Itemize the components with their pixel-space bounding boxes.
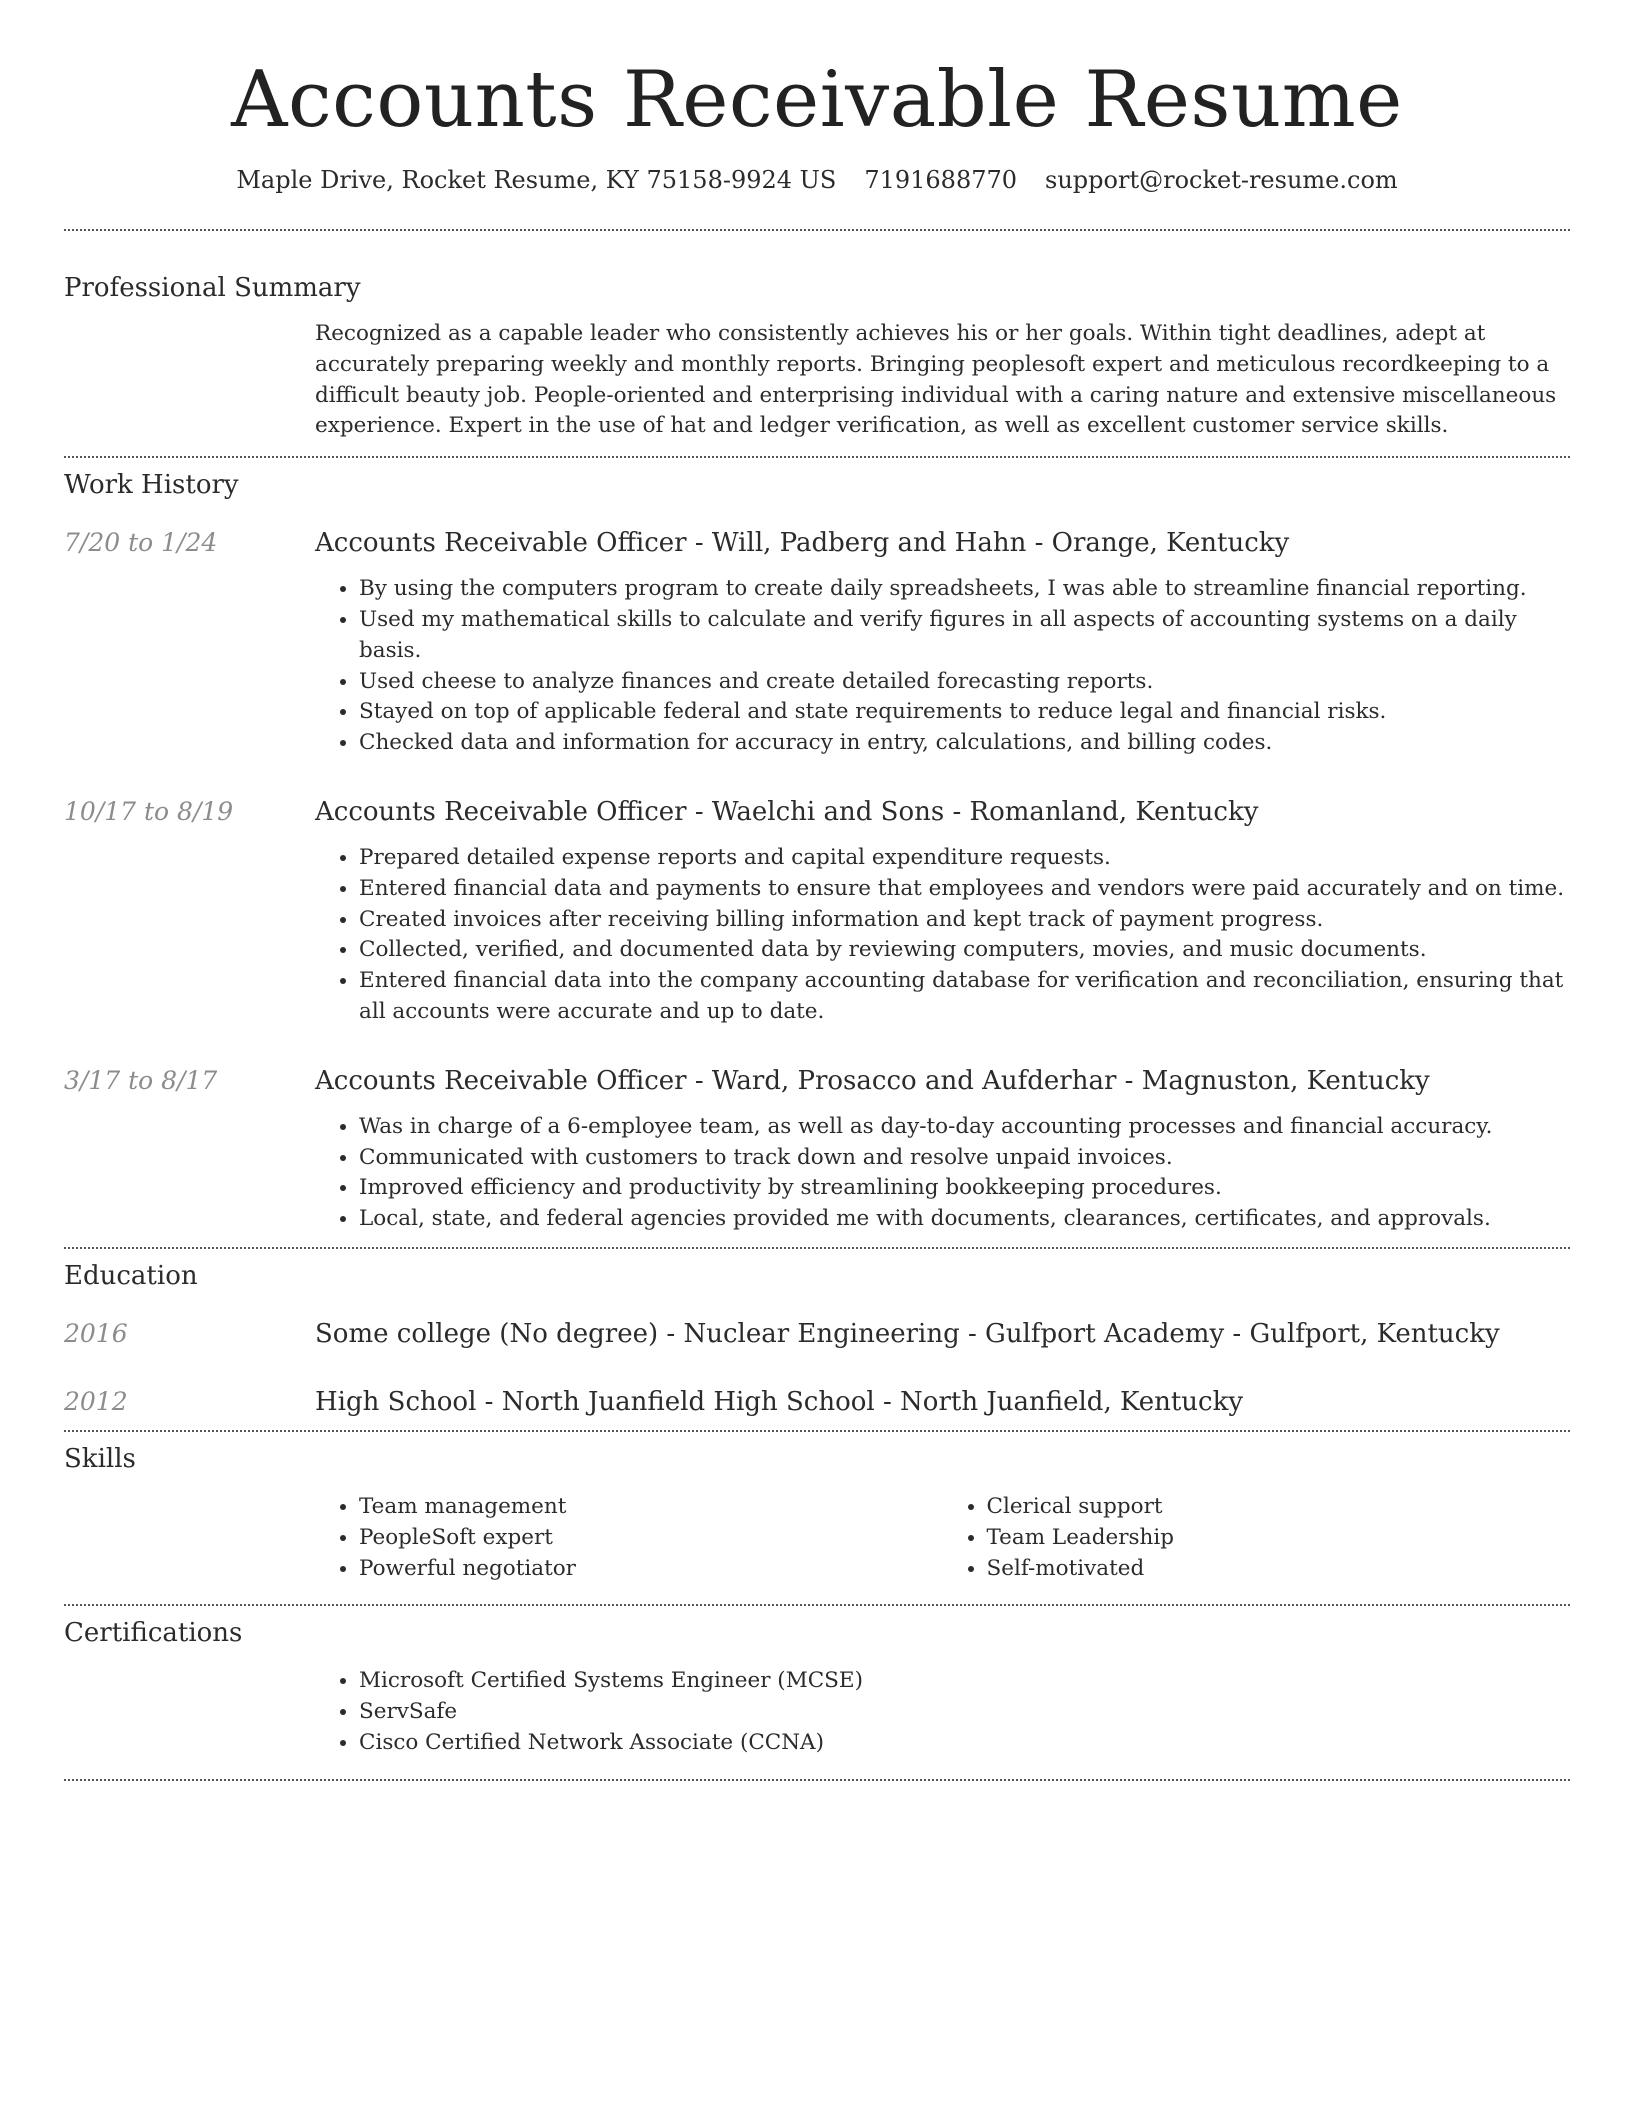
list-item: • ServSafe (359, 1697, 1570, 1728)
list-item: • PeopleSoft expert (359, 1523, 943, 1554)
list-item: • Local, state, and federal agencies provided me with documents, clearances, certificates, and approvals. (359, 1204, 1570, 1235)
job-title: Accounts Receivable Officer - Ward, Prosacco and Aufderhar - Magnuston, Kentucky (315, 1065, 1430, 1096)
job-dates: 10/17 to 8/19 (64, 796, 234, 826)
education-year: 2016 (64, 1318, 128, 1348)
education-text: High School - North Juanfield High School - North Juanfield, Kentucky (315, 1386, 1244, 1417)
education-section (64, 1259, 1570, 1419)
list-item: • Team management (359, 1492, 943, 1523)
job-entry (64, 526, 1570, 759)
job-bullets (315, 574, 1570, 759)
list-item: • Collected, verified, and documented data by reviewing computers, movies, and music documents. (359, 935, 1570, 966)
skills-section (64, 1442, 1570, 1584)
section-title-work-history: Work History (64, 470, 239, 501)
list-item: • Entered financial data and payments to ensure that employees and vendors were paid accurately and on time. (359, 874, 1570, 905)
job-dates: 7/20 to 1/24 (64, 528, 218, 558)
list-item: • Stayed on top of applicable federal and state requirements to reduce legal and financial risks. (359, 697, 1570, 728)
skills-list-left (315, 1492, 943, 1584)
contact-address: Maple Drive, Rocket Resume, KY 75158-9924 US (236, 166, 837, 194)
education-entry (64, 1385, 1570, 1419)
education-year: 2012 (64, 1386, 128, 1416)
list-item: • Entered financial data into the company accounting database for verification and reconciliation, ensuring that all accounts were accurate and up to date. (359, 966, 1570, 1028)
list-item: • Communicated with customers to track down and resolve unpaid invoices. (359, 1143, 1570, 1174)
section-title-summary: Professional Summary (64, 273, 361, 303)
list-item: • Was in charge of a 6-employee team, as well as day-to-day accounting processes and financial accuracy. (359, 1112, 1570, 1143)
contact-phone: 7191688770 (864, 166, 1018, 194)
list-item: • Created invoices after receiving billing information and kept track of payment progress. (359, 905, 1570, 936)
divider (64, 1247, 1570, 1249)
list-item: • Improved efficiency and productivity by streamlining bookkeeping procedures. (359, 1173, 1570, 1204)
summary-text: Recognized as a capable leader who consistently achieves his or her goals. Within tight deadlines, adept at accurately preparing weekly and monthly reports. Bringing peoplesoft expert and meticulous recordkeeping to a difficult beauty job. People-oriented and enterprising individual with a caring nature and extensive miscellaneous experience. Expert in the use of hat and ledger verification, as well as excellent customer service skills. (315, 321, 1557, 439)
list-item: • Used my mathematical skills to calculate and verify figures in all aspects of accounting systems on a daily basis. (359, 605, 1570, 667)
list-item: • Checked data and information for accuracy in entry, calculations, and billing codes. (359, 728, 1570, 759)
job-bullets (315, 1112, 1570, 1235)
skills-list-right (943, 1492, 1571, 1584)
divider (64, 1604, 1570, 1606)
job-title: Accounts Receivable Officer - Will, Padberg and Hahn - Orange, Kentucky (315, 528, 1290, 559)
job-entry (64, 1064, 1570, 1235)
list-item: • Powerful negotiator (359, 1554, 943, 1585)
list-item: • Prepared detailed expense reports and capital expenditure requests. (359, 843, 1570, 874)
divider (64, 456, 1570, 458)
resume-title: Accounts Receivable Resume (231, 55, 1403, 145)
section-title-skills: Skills (64, 1443, 136, 1474)
section-title-certifications: Certifications (64, 1618, 243, 1649)
list-item: • By using the computers program to create daily spreadsheets, I was able to streamline financial reporting. (359, 574, 1570, 605)
contact-line (64, 164, 1570, 196)
section-title-education: Education (64, 1260, 198, 1291)
list-item: • Cisco Certified Network Associate (CCNA) (359, 1728, 1570, 1759)
job-bullets (315, 843, 1570, 1028)
divider (64, 1779, 1570, 1781)
divider (64, 229, 1570, 231)
list-item: • Used cheese to analyze finances and create detailed forecasting reports. (359, 667, 1570, 698)
list-item: • Self-motivated (987, 1554, 1571, 1585)
education-entry (64, 1317, 1570, 1351)
education-text: Some college (No degree) - Nuclear Engineering - Gulfport Academy - Gulfport, Kentucky (315, 1318, 1500, 1349)
certifications-section (64, 1616, 1570, 1758)
list-item: • Microsoft Certified Systems Engineer (MCSE) (359, 1666, 1570, 1697)
job-entry (64, 795, 1570, 1028)
work-history-section (64, 468, 1570, 1235)
divider (64, 1430, 1570, 1432)
list-item: • Team Leadership (987, 1523, 1571, 1554)
job-title: Accounts Receivable Officer - Waelchi and Sons - Romanland, Kentucky (315, 796, 1259, 827)
summary-section (64, 271, 1570, 442)
resume-page (64, 0, 1570, 1781)
list-item: • Clerical support (987, 1492, 1571, 1523)
job-dates: 3/17 to 8/17 (64, 1065, 218, 1095)
certifications-list (315, 1666, 1570, 1758)
skills-grid (315, 1492, 1570, 1584)
contact-email: support@rocket-resume.com (1045, 166, 1398, 194)
